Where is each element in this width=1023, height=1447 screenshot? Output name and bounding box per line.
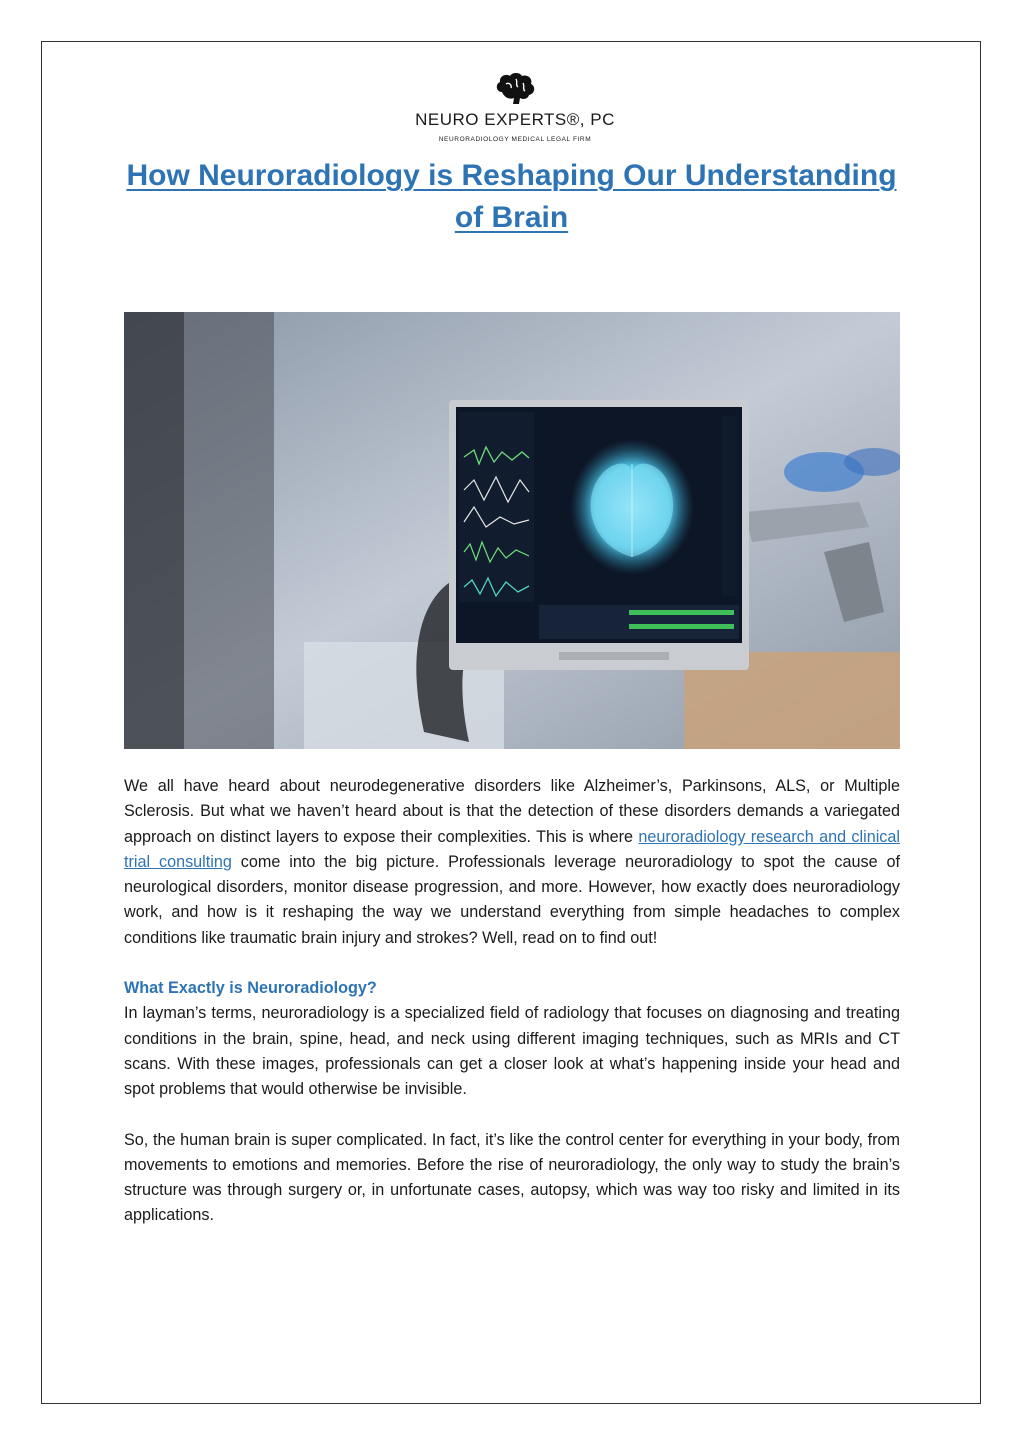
section-paragraph-2: So, the human brain is super complicated. In fact, it’s like the control center for everything in your body, from movements to emotions and memories. Before the rise of neuroradiology, the only way to study the brain’s structure was through surgery or, in unfortunate cases, autopsy, which was way too risky and limited in its applications. [124, 1130, 900, 1225]
logo-name: NEURO EXPERTS®, PC [415, 110, 615, 129]
intro-text-end: come into the big picture. Professionals leverage neuroradiology to spot the cause of neurological disorders, monitor disease progression, and more. However, how exactly does neuroradiology work, and how is it reshaping the way we understand everything from simple headaches to complex conditions like traumatic brain injury and strokes? Well, read on to find out! [124, 852, 900, 947]
hero-image [124, 312, 900, 749]
section-heading-neuroradiology: What Exactly is Neuroradiology? [124, 979, 377, 998]
brain-logo-icon [492, 70, 538, 108]
intro-text-start: We all have heard about neurodegenerative disorders like Alzheimer’s, Parkinsons, ALS, or Multiple Sclerosis. But what we haven’t heard about is that the detection of these disorders demands a variegated approach on distinct layers to expose their complexities. This is where [124, 777, 900, 846]
page-title[interactable]: How Neuroradiology is Reshaping Our Understanding of Brain [126, 159, 897, 234]
article-body [124, 774, 900, 1229]
section-paragraph-1: In layman’s terms, neuroradiology is a specialized field of radiology that focuses on diagnosing and treating conditions in the brain, spine, head, and neck using different imaging techniques, such as MRIs and CT scans. With these images, professionals can get a closer look at what’s happening inside your head and spot problems that would otherwise be invisible. [124, 1004, 900, 1099]
consulting-link[interactable]: neuroradiology research and clinical trial consulting [124, 827, 901, 871]
intro-paragraph [124, 774, 900, 951]
logo-tagline: NEURORADIOLOGY MEDICAL LEGAL FIRM [438, 136, 592, 143]
company-logo [400, 70, 630, 143]
